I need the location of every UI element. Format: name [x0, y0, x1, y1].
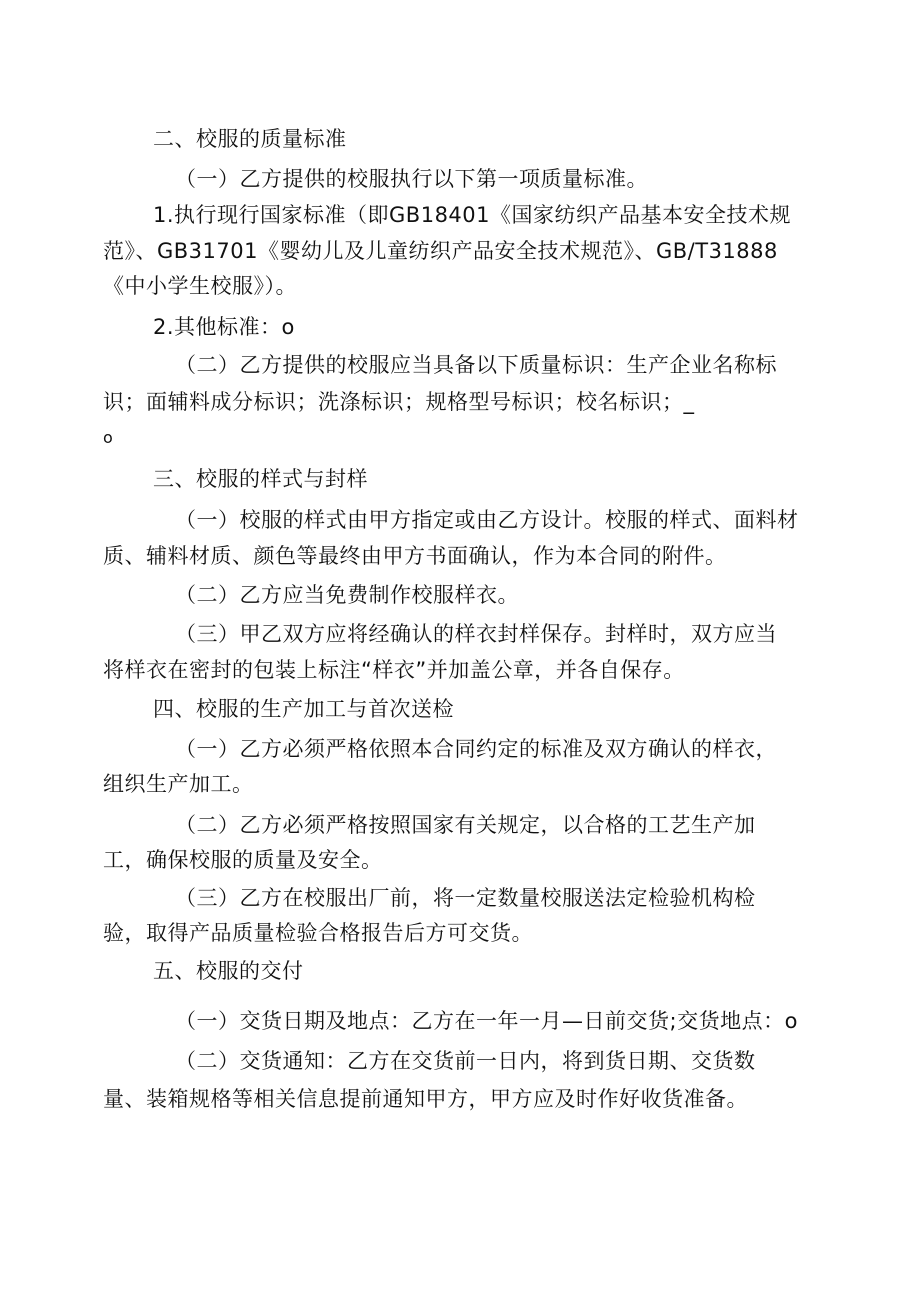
paragraph-line: 工，确保校服的质量及安全。 — [103, 848, 383, 872]
paragraph-line: 量、装箱规格等相关信息提前通知甲方，甲方应及时作好收货准备。 — [103, 1087, 748, 1111]
section-heading-quality-standard: 二、校服的质量标准 — [153, 127, 347, 151]
paragraph-line: 1.执行现行国家标准（即GB18401《国家纺织产品基本安全技术规 — [153, 203, 792, 227]
paragraph-line: （二）交货通知：乙方在交货前一日内，将到货日期、交货数 — [175, 1049, 756, 1073]
paragraph-line: 验，取得产品质量检验合格报告后方可交货。 — [103, 921, 533, 945]
paragraph-line: 范》、GB31701《婴幼儿及儿童纺织产品安全技术规范》、GB/T31888 — [103, 239, 778, 263]
paragraph-line: （二）乙方提供的校服应当具备以下质量标识：生产企业名称标 — [175, 353, 777, 377]
paragraph-line: （二）乙方应当免费制作校服样衣。 — [175, 583, 519, 607]
section-heading-style-sealing: 三、校服的样式与封样 — [153, 467, 368, 491]
section-heading-production: 四、校服的生产加工与首次送检 — [153, 697, 454, 721]
paragraph-line: 2.其他标准：o — [153, 315, 295, 339]
paragraph-line: （一）交货日期及地点：乙方在一年一月—日前交货;交货地点：o — [175, 1009, 798, 1033]
paragraph-line: （一）乙方提供的校服执行以下第一项质量标准。 — [175, 167, 648, 191]
paragraph-line: o — [103, 428, 114, 447]
paragraph-line: （一）乙方必须严格依照本合同约定的标准及双方确认的样衣， — [175, 737, 777, 761]
paragraph-line: 将样衣在密封的包装上标注“样衣”并加盖公章，并各自保存。 — [103, 658, 685, 682]
paragraph-line: 质、辅料材质、颜色等最终由甲方书面确认，作为本合同的附件。 — [103, 544, 727, 568]
paragraph-line: （三）乙方在校服出厂前，将一定数量校服送法定检验机构检 — [175, 886, 756, 910]
paragraph-line: （二）乙方必须严格按照国家有关规定，以合格的工艺生产加 — [175, 813, 756, 837]
paragraph-line: （一）校服的样式由甲方指定或由乙方设计。校服的样式、面料材 — [175, 508, 799, 532]
paragraph-line: 识；面辅料成分标识；洗涤标识；规格型号标识；校名标识；_ — [103, 390, 695, 414]
paragraph-line: 《中小学生校服》）。 — [103, 274, 297, 298]
paragraph-line: （三）甲乙双方应将经确认的样衣封样保存。封样时，双方应当 — [175, 622, 777, 646]
paragraph-line: 组织生产加工。 — [103, 772, 254, 796]
section-heading-delivery: 五、校服的交付 — [153, 959, 304, 983]
